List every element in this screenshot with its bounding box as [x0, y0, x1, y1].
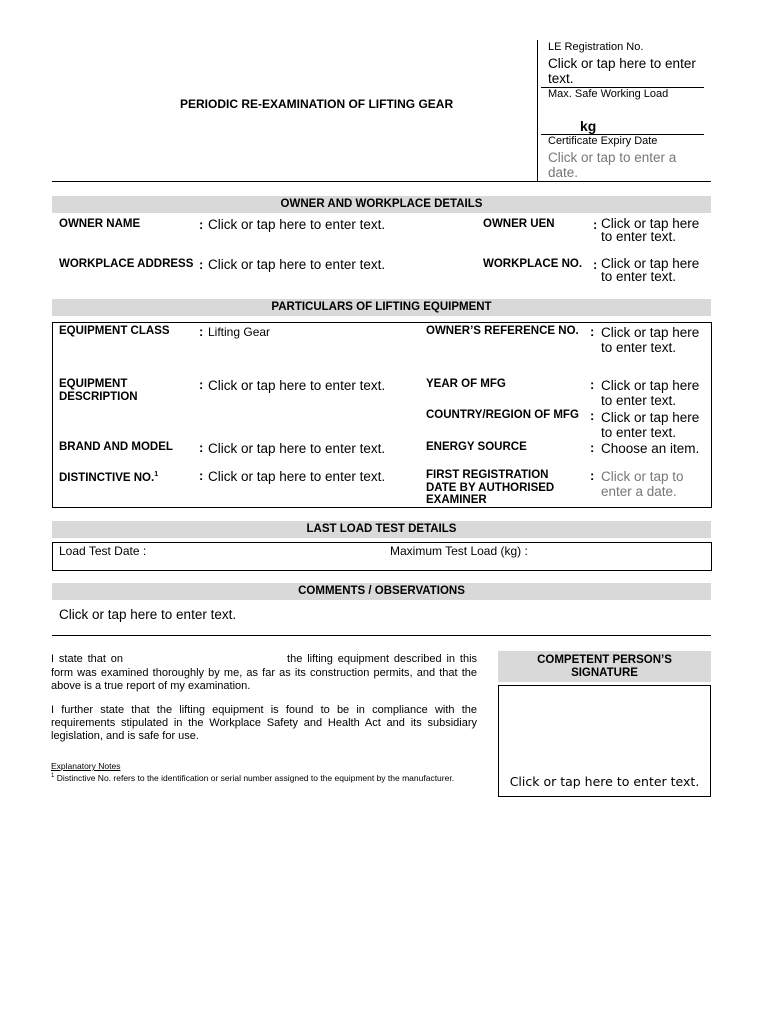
energy-source-label: ENERGY SOURCE	[426, 441, 527, 453]
equipment-class-label: EQUIPMENT CLASS	[59, 325, 170, 337]
certificate-expiry-field[interactable]: Click or tap to enter a date.	[548, 150, 677, 180]
workplace-address-label: WORKPLACE ADDRESS	[59, 258, 194, 270]
signature-field[interactable]: Click or tap here to enter text.	[509, 774, 700, 789]
owner-reference-field[interactable]: Click or tap here to enter text.	[601, 325, 700, 355]
owner-uen-label: OWNER UEN	[483, 218, 555, 230]
load-test-table	[52, 542, 712, 571]
distinctive-no-colon: :	[199, 468, 204, 483]
equipment-description-label: EQUIPMENT DESCRIPTION	[59, 378, 138, 403]
header-divider	[537, 40, 538, 181]
explanatory-notes-title: Explanatory Notes	[51, 761, 121, 771]
load-test-section-header: LAST LOAD TEST DETAILS	[52, 521, 711, 538]
owner-name-label: OWNER NAME	[59, 218, 141, 230]
certificate-expiry-label: Certificate Expiry Date	[548, 135, 658, 147]
load-test-date-label[interactable]: Load Test Date :	[59, 544, 147, 558]
note-1-text: Distinctive No. refers to the identification or serial number assigned to the equipment by the manufacturer.	[56, 772, 455, 783]
equipment-section-header: PARTICULARS OF LIFTING EQUIPMENT	[52, 299, 711, 316]
owner-uen-field[interactable]: Click or tap here to enter text.	[601, 216, 700, 244]
year-of-mfg-label: YEAR OF MFG	[426, 378, 506, 390]
owner-uen-colon: :	[593, 217, 598, 232]
declaration-paragraph-1	[51, 653, 477, 694]
workplace-no-label: WORKPLACE NO.	[483, 258, 583, 270]
energy-source-dropdown[interactable]: Choose an item.	[601, 441, 700, 456]
distinctive-no-field[interactable]: Click or tap here to enter text.	[208, 469, 386, 484]
workplace-address-colon: :	[199, 257, 204, 272]
declaration-intro: I state that on	[51, 653, 124, 665]
owner-name-colon: :	[199, 217, 204, 232]
owner-reference-label: OWNER’S REFERENCE NO.	[426, 325, 579, 337]
energy-source-colon: :	[590, 440, 595, 455]
max-test-load-label[interactable]: Maximum Test Load (kg) :	[390, 544, 528, 558]
equipment-description-colon: :	[199, 377, 204, 392]
declaration-paragraph-2: I further state that the lifting equipment is found to be in compliance with the requirements stipulated in the Workplace Safety and Health Act and its subsidiary legislation, and is safe for use.	[51, 704, 477, 742]
distinctive-no-footnote-mark: 1	[154, 471, 159, 478]
le-registration-field[interactable]: Click or tap here to enter text.	[548, 56, 696, 86]
max-swl-label: Max. Safe Working Load	[548, 88, 669, 100]
year-of-mfg-colon: :	[590, 377, 595, 392]
max-swl-unit[interactable]: kg	[580, 118, 597, 134]
declaration-body: the lifting equipment described in this form was examined thoroughly by me, as far as its construction permits, and that the above is a true report of my examination.	[51, 653, 478, 692]
le-registration-label: LE Registration No.	[548, 41, 644, 53]
country-of-mfg-label: COUNTRY/REGION OF MFG	[426, 409, 579, 421]
first-registration-date-field[interactable]: Click or tap to enter a date.	[601, 469, 684, 499]
country-of-mfg-field[interactable]: Click or tap here to enter text.	[601, 410, 700, 440]
equipment-class-colon: :	[199, 324, 204, 339]
comments-field[interactable]: Click or tap here to enter text.	[59, 607, 237, 622]
note-1-mark: 1	[51, 773, 55, 779]
owner-reference-colon: :	[590, 324, 595, 339]
signature-title: COMPETENT PERSON’S SIGNATURE	[537, 654, 672, 679]
workplace-no-colon: :	[593, 257, 598, 272]
workplace-address-field[interactable]: Click or tap here to enter text.	[208, 257, 386, 272]
first-registration-colon: :	[590, 468, 595, 483]
brand-model-label: BRAND AND MODEL	[59, 441, 173, 453]
explanatory-note-1	[51, 771, 477, 783]
equipment-description-field[interactable]: Click or tap here to enter text.	[208, 378, 386, 393]
workplace-no-field[interactable]: Click or tap here to enter text.	[601, 256, 700, 284]
brand-model-field[interactable]: Click or tap here to enter text.	[208, 441, 386, 456]
country-of-mfg-colon: :	[590, 408, 595, 423]
header-bottom-rule	[52, 181, 711, 182]
comments-bottom-rule	[52, 635, 711, 636]
page-title: PERIODIC RE-EXAMINATION OF LIFTING GEAR	[180, 97, 454, 111]
equipment-class-value[interactable]: Lifting Gear	[208, 325, 271, 339]
distinctive-no-label	[59, 469, 158, 484]
distinctive-no-text: DISTINCTIVE NO.	[59, 471, 155, 484]
year-of-mfg-field[interactable]: Click or tap here to enter text.	[601, 378, 700, 408]
owner-section-header: OWNER AND WORKPLACE DETAILS	[52, 196, 711, 213]
comments-section-header: COMMENTS / OBSERVATIONS	[52, 583, 711, 600]
owner-name-field[interactable]: Click or tap here to enter text.	[208, 217, 386, 232]
brand-model-colon: :	[199, 440, 204, 455]
first-registration-label: FIRST REGISTRATION DATE BY AUTHORISED EXAMINER	[426, 469, 555, 506]
